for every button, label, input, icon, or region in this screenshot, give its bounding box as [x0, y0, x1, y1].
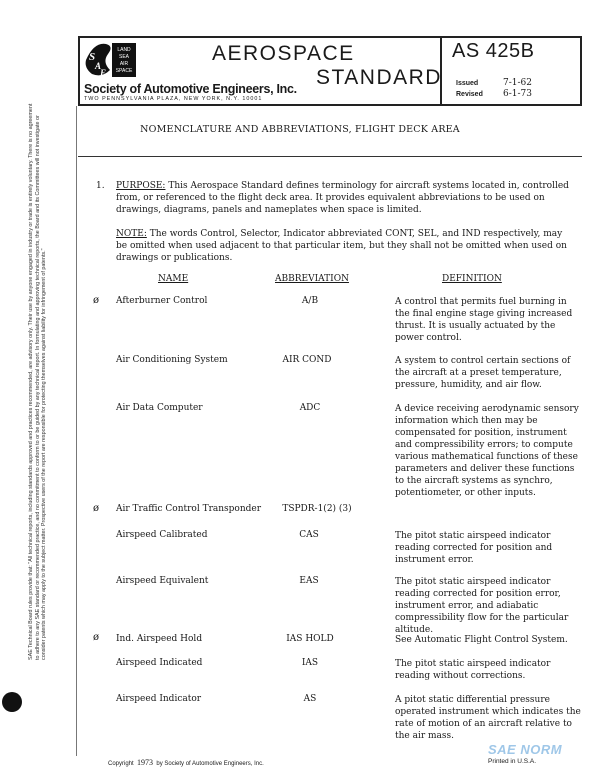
printed-in-usa: Printed in U.S.A.	[488, 758, 537, 765]
margin-rule	[76, 106, 77, 756]
svg-text:E: E	[100, 68, 107, 78]
issued-date: 7-1-62	[503, 78, 532, 88]
entry-name: Airspeed Indicated	[116, 658, 203, 668]
svg-text:A: A	[95, 61, 102, 71]
sae-logo	[84, 40, 138, 80]
note-paragraph	[116, 228, 576, 264]
issued-label: Issued	[456, 80, 479, 87]
column-header-abbreviation: ABBREVIATION	[275, 274, 349, 284]
logo-text-line: SEA	[118, 54, 130, 60]
title-standard: STANDARD	[316, 66, 442, 89]
logo-text-line: LAND	[117, 47, 131, 53]
entry-abbreviation: IAS HOLD	[286, 634, 334, 644]
purpose-text: This Aerospace Standard defines terminology for aircraft systems located in, controlled from, or referenced to the flight deck area. It provides equivalent abbreviations to be used on drawings, diagrams, panels and nameplates when space is limited.	[116, 181, 569, 215]
title-rule	[78, 156, 582, 157]
society-address: TWO PENNSYLVANIA PLAZA, NEW YORK, N.Y. 10001	[84, 96, 263, 102]
revision-mark: ø	[93, 503, 100, 514]
entry-abbreviation: TSPDR-1(2) (3)	[282, 504, 352, 514]
column-header-name: NAME	[158, 274, 189, 284]
entry-definition: The pitot static airspeed indicator reading without corrections.	[395, 659, 551, 681]
document-number: AS 425B	[452, 40, 535, 62]
entry-definition: See Automatic Flight Control System.	[395, 635, 568, 645]
entry-name: Air Conditioning System	[116, 355, 228, 365]
logo-text-line: AIR	[119, 61, 129, 67]
column-header-definition: DEFINITION	[442, 274, 502, 284]
purpose-number: 1.	[96, 181, 105, 191]
entry-name: Ind. Airspeed Hold	[116, 634, 203, 644]
purpose-paragraph	[116, 180, 576, 216]
header-bottom-rule	[78, 104, 582, 106]
entry-definition: A system to control certain sections of the aircraft at a preset temperature, pressure, humidity, and air flow.	[395, 356, 571, 390]
entry-definition: The pitot static airspeed indicator reading corrected for position error, instrument error, and adiabatic compressibility flow for the particular altitude.	[395, 577, 569, 635]
footer-copyright	[108, 758, 264, 767]
entry-name: Air Traffic Control Transponder	[116, 504, 262, 514]
entry-abbreviation: A/B	[301, 296, 319, 306]
entry-name: Airspeed Equivalent	[116, 576, 209, 586]
entry-abbreviation: ADC	[299, 403, 321, 413]
revised-label: Revised	[456, 91, 483, 98]
entry-definition: A pitot static differential pressure operated instrument which indicates the rate of motion of an aircraft relative to the air mass.	[395, 695, 581, 741]
revision-mark: ø	[93, 295, 100, 306]
svg-text:S: S	[89, 51, 96, 63]
logo-text-line: SPACE	[115, 68, 133, 74]
side-notice: SAE Technical Board rules provide that: "All technical reports, including standards approved and practices recommended, are advisory only. Their use by anyone engaged in industry or trade is entirely voluntary. There is no agreement to adhere to any SAE standard or recommended practice, and no commitment to conform to or be guided by any technical report. In formulating and approving technical reports, the Board and its Committees will not investigate or consider patents which may apply to the subject matter. Prospective users of the report are responsible for protecting themselves against liability for infringement of patents."	[28, 103, 48, 660]
copyright-label: Copyright	[108, 761, 134, 767]
note-label: NOTE:	[116, 229, 147, 239]
title-aerospace: AEROSPACE	[212, 42, 355, 65]
entry-abbreviation: AS	[303, 694, 317, 704]
punch-hole	[2, 692, 22, 712]
copyright-holder: by Society of Automotive Engineers, Inc.	[156, 761, 264, 767]
entry-abbreviation: CAS	[299, 530, 319, 540]
document-title: NOMENCLATURE AND ABBREVIATIONS, FLIGHT DECK AREA	[140, 124, 460, 135]
entry-name: Airspeed Indicator	[116, 694, 202, 704]
note-text: The words Control, Selector, Indicator abbreviated CONT, SEL, and IND respectively, may be omitted when used adjacent to that particular item, but they shall not be omitted when used on drawings or publications.	[116, 229, 567, 263]
entry-abbreviation: EAS	[299, 576, 319, 586]
revised-date: 6-1-73	[503, 89, 532, 99]
purpose-label: PURPOSE:	[116, 181, 166, 191]
society-name: Society of Automotive Engineers, Inc.	[84, 82, 297, 96]
entry-name: Air Data Computer	[116, 403, 203, 413]
entry-definition: The pitot static airspeed indicator reading corrected for position and instrument error.	[395, 531, 553, 565]
revision-mark: ø	[93, 632, 100, 643]
entry-name: Airspeed Calibrated	[116, 530, 208, 540]
sae-norm-watermark: SAE NORM	[488, 742, 563, 757]
entry-definition: A control that permits fuel burning in the final engine stage giving increased thrust. It is usually actuated by the power control.	[395, 297, 573, 343]
entry-abbreviation: IAS	[301, 658, 319, 668]
entry-name: Afterburner Control	[116, 296, 208, 306]
copyright-year: 1973	[137, 758, 154, 767]
entry-abbreviation: AIR COND	[282, 355, 332, 365]
entry-definition: A device receiving aerodynamic sensory information which then may be compensated for position, instrument and compressibility errors; to compute various mathematical functions of these parameters and deliver these functions to the aircraft systems as synchro, potentiometer, or other inputs.	[395, 404, 579, 498]
